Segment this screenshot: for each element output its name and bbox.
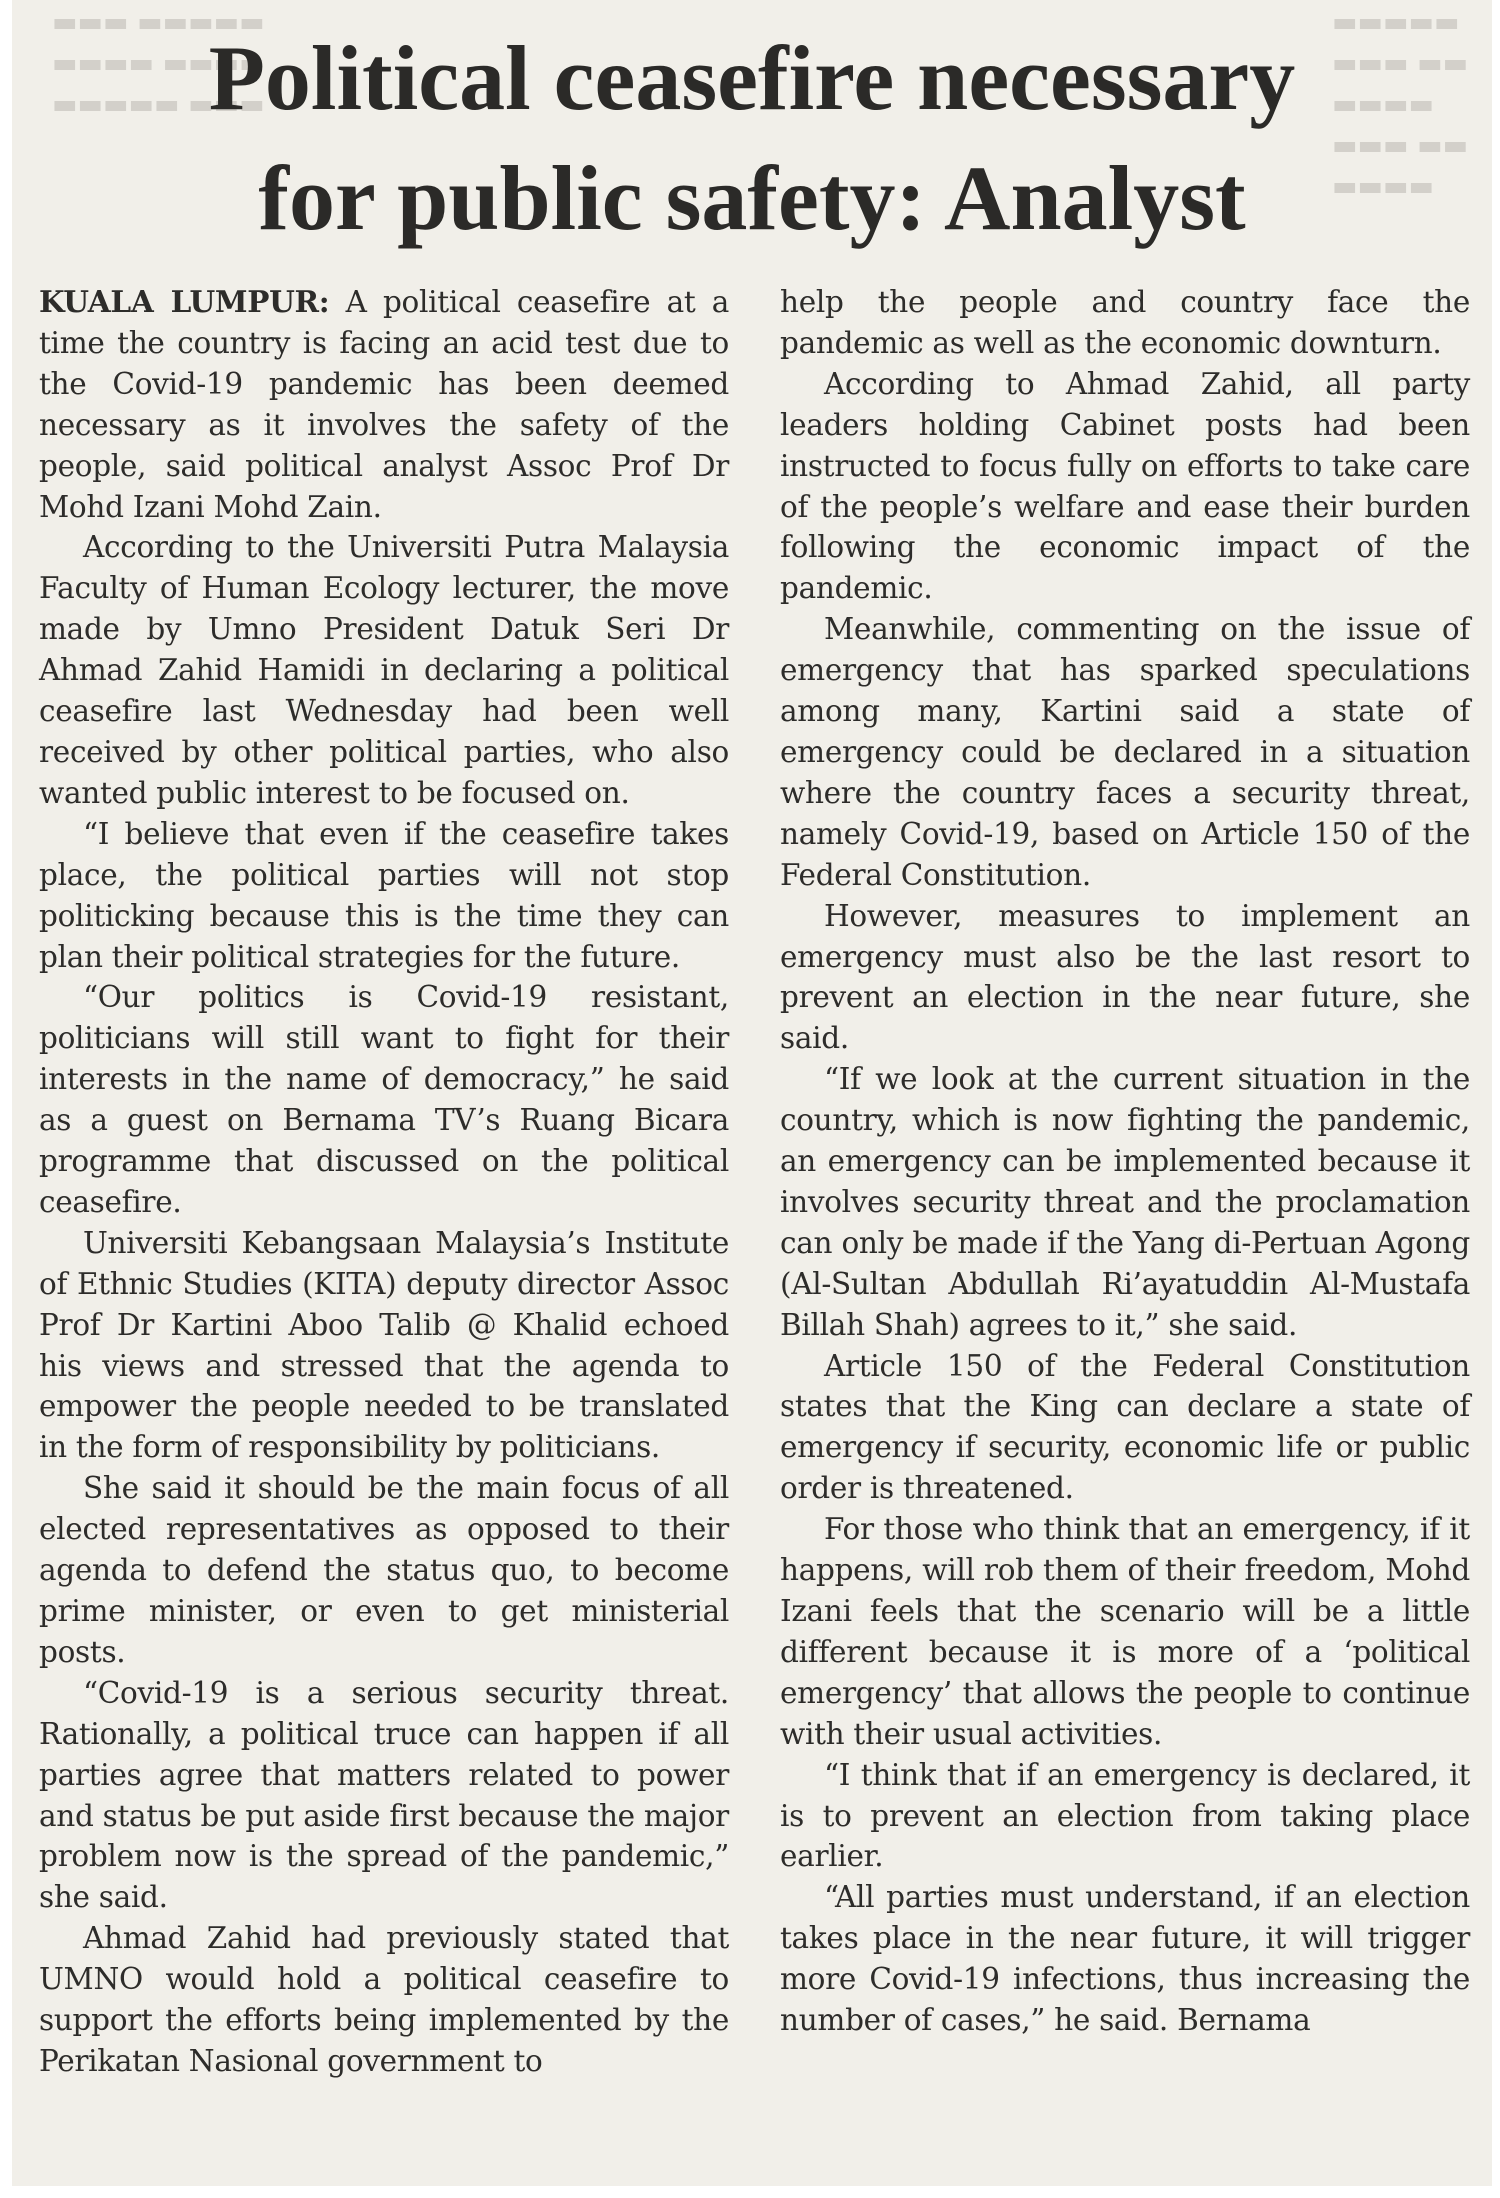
paragraph: “I believe that even if the ceasefire takes place, the political parties will not stop politicking because this is the time they can plan their political strategies for the future.	[39, 816, 729, 974]
paragraph: She said it should be the main focus of all elected representatives as opposed to their agenda to defend the status quo, to become prime minister, or even to get ministerial posts.	[39, 1471, 729, 1669]
paragraph: “I think that if an emergency is declared, it is to prevent an election from taking place earlier.	[780, 1757, 1470, 1874]
lead-paragraph	[39, 282, 729, 527]
headline-line-1: Political ceasefire necessary	[208, 27, 1296, 129]
closing-paragraph-text: “All parties must understand, if an election takes place in the near future, it will trigger more Covid-19 infections, thus increasing the number of cases,” he said.	[780, 1880, 1470, 2038]
dateline: KUALA LUMPUR:	[39, 284, 330, 319]
bleed-through-text-right: ▬▬▬▬▬ ▬▬▬ ▬▬ ▬▬▬▬ ▬▬▬ ▬▬ ▬▬▬▬	[1332, 7, 1469, 202]
newspaper-clipping	[12, 0, 1492, 2186]
bleed-through-text-left: ▬▬▬ ▬▬▬▬▬ ▬▬▬▬ ▬▬▬▬ ▬▬▬▬▬ ▬▬▬	[52, 7, 265, 120]
paragraph: “Our politics is Covid-19 resistant, politicians will still want to fight for their interests in the name of democracy,” he said as a guest on Bernama TV’s Ruang Bicara programme that discussed on the political ceasefire.	[39, 980, 729, 1219]
paragraph-continuation: help the people and country face the pandemic as well as the economic downturn.	[780, 285, 1470, 360]
paragraph: According to the Universiti Putra Malaysia Faculty of Human Ecology lecturer, the move made by Umno President Datuk Seri Dr Ahmad Zahid Hamidi in declaring a political ceasefire last Wednesday had been well received by other political parties, who also wanted public interest to be focused on.	[39, 530, 729, 810]
source-credit: Bernama	[1177, 2003, 1311, 2038]
paragraph: However, measures to implement an emergency must also be the last resort to prevent an election in the near future, she said.	[780, 898, 1470, 1056]
article-column-right	[780, 282, 1470, 2041]
paragraph: According to Ahmad Zahid, all party leaders holding Cabinet posts had been instructed to focus fully on efforts to take care of the people’s welfare and ease their burden following the economic impact of the pandemic.	[780, 366, 1470, 606]
paragraph: “Covid-19 is a serious security threat. Rationally, a political truce can happen if all parties agree that matters related to power and status be put aside first because the major problem now is the spread of the pandemic,” she said.	[39, 1675, 729, 1915]
paragraph: Ahmad Zahid had previously stated that UMNO would hold a political ceasefire to support the efforts being implemented by the Perikatan Nasional government to	[39, 1921, 729, 2078]
article-column-left	[39, 282, 729, 2082]
lead-paragraph-text: A political ceasefire at a time the country is facing an acid test due to the Covid-19 pandemic has been deemed necessary as it involves the safety of the people, said political analyst Assoc Prof Dr Mohd Izani Mohd Zain.	[39, 285, 730, 524]
closing-paragraph	[780, 1877, 1470, 2041]
headline	[12, 18, 1492, 258]
paragraph: Universiti Kebangsaan Malaysia’s Institute of Ethnic Studies (KITA) deputy director Assoc Prof Dr Kartini Aboo Talib @ Khalid echoed his views and stressed that the agenda to empower the people needed to be translated in the form of responsibility by politicians.	[39, 1225, 729, 1465]
paragraph: Article 150 of the Federal Constitution states that the King can declare a state of emergency if security, economic life or public order is threatened.	[780, 1348, 1470, 1506]
paragraph: Meanwhile, commenting on the issue of emergency that has sparked speculations among many, Kartini said a state of emergency could be declared in a situation where the country faces a security threat, namely Covid-19, based on Article 150 of the Federal Constitution.	[780, 612, 1470, 892]
headline-line-2: for public safety: Analyst	[258, 147, 1246, 249]
paragraph: For those who think that an emergency, if it happens, will rob them of their freedom, Mohd Izani feels that the scenario will be a little different because it is more of a ‘political emergency’ that allows the people to continue with their usual activities.	[780, 1512, 1470, 1751]
paragraph: “If we look at the current situation in the country, which is now fighting the pandemic, an emergency can be implemented because it involves security threat and the proclamation can only be made if the Yang di-Pertuan Agong (Al-Sultan Abdullah Ri’ayatuddin Al-Mustafa Billah Shah) agrees to it,” she said.	[780, 1062, 1470, 1342]
